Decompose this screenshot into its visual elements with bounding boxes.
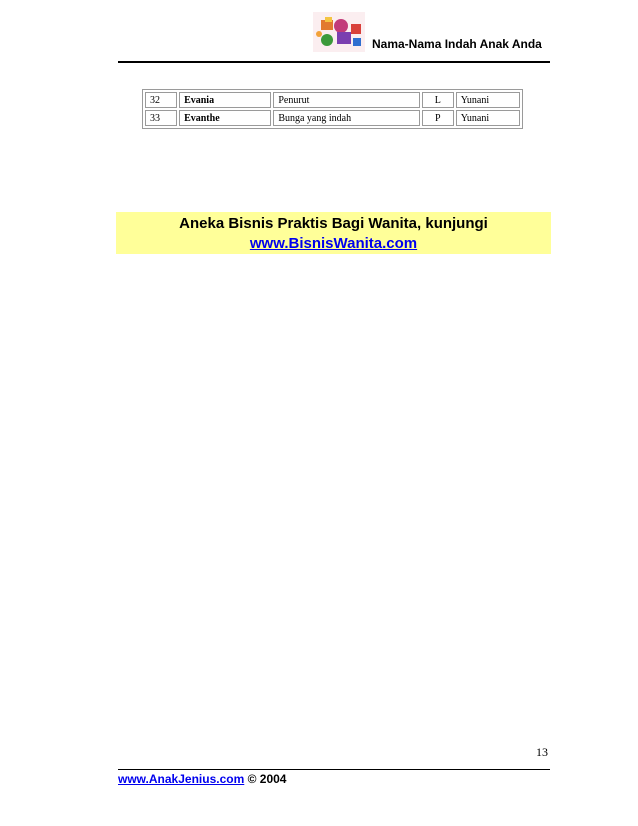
footer — [118, 772, 286, 786]
document-title: Nama-Nama Indah Anak Anda — [372, 37, 542, 51]
row-origin: Yunani — [456, 110, 520, 126]
row-gender: P — [422, 110, 454, 126]
names-table — [142, 89, 523, 129]
header-toys-image — [313, 12, 365, 52]
row-name: Evania — [179, 92, 271, 108]
footer-rule — [118, 769, 550, 770]
row-number: 33 — [145, 110, 177, 126]
row-number: 32 — [145, 92, 177, 108]
page-number: 13 — [536, 745, 548, 759]
row-gender: L — [422, 92, 454, 108]
row-meaning: Penurut — [273, 92, 419, 108]
footer-link[interactable]: www.AnakJenius.com — [118, 772, 245, 786]
row-name: Evanthe — [179, 110, 271, 126]
promo-text: Aneka Bisnis Praktis Bagi Wanita, kunjungi — [179, 215, 488, 232]
row-origin: Yunani — [456, 92, 520, 108]
table-row — [145, 110, 520, 126]
promo-link[interactable]: www.BisnisWanita.com — [249, 235, 418, 252]
row-meaning: Bunga yang indah — [273, 110, 419, 126]
promo-banner — [116, 212, 551, 254]
header-rule — [118, 61, 550, 63]
table-row — [145, 92, 520, 108]
footer-copyright: © 2004 — [247, 772, 287, 786]
